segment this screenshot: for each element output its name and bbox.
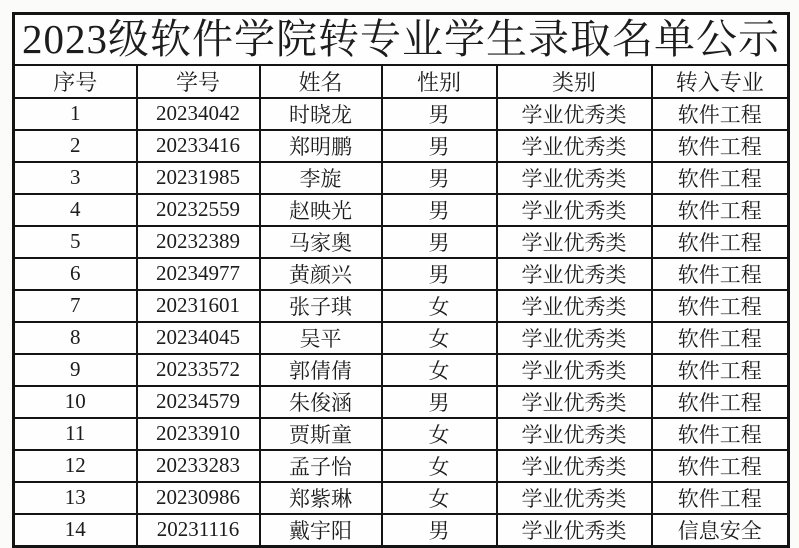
cell-major: 软件工程 bbox=[652, 162, 789, 194]
header-major: 转入专业 bbox=[652, 65, 789, 98]
cell-category: 学业优秀类 bbox=[497, 514, 652, 547]
table-row bbox=[14, 386, 789, 418]
header-category: 类别 bbox=[497, 65, 652, 98]
table-row bbox=[14, 130, 789, 162]
cell-gender: 女 bbox=[382, 418, 497, 450]
table-row bbox=[14, 226, 789, 258]
table-row bbox=[14, 98, 789, 130]
cell-gender: 女 bbox=[382, 290, 497, 322]
cell-gender: 女 bbox=[382, 354, 497, 386]
cell-student-id: 20233416 bbox=[137, 130, 260, 162]
cell-gender: 男 bbox=[382, 386, 497, 418]
cell-student-id: 20231985 bbox=[137, 162, 260, 194]
cell-major: 软件工程 bbox=[652, 290, 789, 322]
header-name: 姓名 bbox=[260, 65, 382, 98]
cell-gender: 男 bbox=[382, 98, 497, 130]
table-row bbox=[14, 450, 789, 482]
cell-name: 张子琪 bbox=[260, 290, 382, 322]
table-row bbox=[14, 482, 789, 514]
cell-name: 黄颜兴 bbox=[260, 258, 382, 290]
cell-student-id: 20231601 bbox=[137, 290, 260, 322]
cell-category: 学业优秀类 bbox=[497, 98, 652, 130]
cell-index: 7 bbox=[14, 290, 137, 322]
cell-category: 学业优秀类 bbox=[497, 354, 652, 386]
cell-gender: 女 bbox=[382, 450, 497, 482]
cell-category: 学业优秀类 bbox=[497, 226, 652, 258]
cell-index: 2 bbox=[14, 130, 137, 162]
table-row bbox=[14, 354, 789, 386]
cell-name: 戴宇阳 bbox=[260, 514, 382, 547]
cell-index: 9 bbox=[14, 354, 137, 386]
cell-name: 郑明鹏 bbox=[260, 130, 382, 162]
cell-category: 学业优秀类 bbox=[497, 258, 652, 290]
header-row bbox=[14, 65, 789, 98]
admission-table-body bbox=[14, 14, 789, 547]
table-row bbox=[14, 258, 789, 290]
cell-category: 学业优秀类 bbox=[497, 482, 652, 514]
cell-category: 学业优秀类 bbox=[497, 290, 652, 322]
cell-index: 3 bbox=[14, 162, 137, 194]
cell-name: 吴平 bbox=[260, 322, 382, 354]
cell-category: 学业优秀类 bbox=[497, 386, 652, 418]
cell-major: 信息安全 bbox=[652, 514, 789, 547]
cell-category: 学业优秀类 bbox=[497, 130, 652, 162]
cell-student-id: 20232389 bbox=[137, 226, 260, 258]
cell-index: 10 bbox=[14, 386, 137, 418]
cell-student-id: 20232559 bbox=[137, 194, 260, 226]
cell-major: 软件工程 bbox=[652, 258, 789, 290]
cell-index: 6 bbox=[14, 258, 137, 290]
cell-index: 12 bbox=[14, 450, 137, 482]
cell-major: 软件工程 bbox=[652, 226, 789, 258]
cell-major: 软件工程 bbox=[652, 130, 789, 162]
cell-gender: 男 bbox=[382, 226, 497, 258]
cell-category: 学业优秀类 bbox=[497, 322, 652, 354]
cell-index: 5 bbox=[14, 226, 137, 258]
cell-gender: 男 bbox=[382, 258, 497, 290]
cell-student-id: 20230986 bbox=[137, 482, 260, 514]
cell-student-id: 20234042 bbox=[137, 98, 260, 130]
table-row bbox=[14, 290, 789, 322]
admission-table bbox=[12, 12, 790, 548]
cell-name: 郑紫琳 bbox=[260, 482, 382, 514]
cell-major: 软件工程 bbox=[652, 482, 789, 514]
cell-name: 李旋 bbox=[260, 162, 382, 194]
cell-index: 8 bbox=[14, 322, 137, 354]
table-row bbox=[14, 322, 789, 354]
cell-major: 软件工程 bbox=[652, 386, 789, 418]
cell-gender: 女 bbox=[382, 322, 497, 354]
cell-name: 赵映光 bbox=[260, 194, 382, 226]
page-title: 2023级软件学院转专业学生录取名单公示 bbox=[14, 14, 789, 65]
cell-index: 1 bbox=[14, 98, 137, 130]
cell-name: 朱俊涵 bbox=[260, 386, 382, 418]
cell-category: 学业优秀类 bbox=[497, 450, 652, 482]
table-row bbox=[14, 418, 789, 450]
cell-index: 4 bbox=[14, 194, 137, 226]
cell-gender: 男 bbox=[382, 514, 497, 547]
cell-gender: 男 bbox=[382, 130, 497, 162]
cell-name: 贾斯童 bbox=[260, 418, 382, 450]
cell-category: 学业优秀类 bbox=[497, 418, 652, 450]
cell-major: 软件工程 bbox=[652, 194, 789, 226]
cell-student-id: 20234977 bbox=[137, 258, 260, 290]
cell-student-id: 20231116 bbox=[137, 514, 260, 547]
cell-major: 软件工程 bbox=[652, 322, 789, 354]
cell-gender: 男 bbox=[382, 194, 497, 226]
cell-name: 时晓龙 bbox=[260, 98, 382, 130]
cell-index: 11 bbox=[14, 418, 137, 450]
cell-major: 软件工程 bbox=[652, 354, 789, 386]
cell-student-id: 20233572 bbox=[137, 354, 260, 386]
title-row bbox=[14, 14, 789, 65]
header-student-id: 学号 bbox=[137, 65, 260, 98]
table-row bbox=[14, 194, 789, 226]
cell-student-id: 20234579 bbox=[137, 386, 260, 418]
cell-gender: 男 bbox=[382, 162, 497, 194]
header-gender: 性别 bbox=[382, 65, 497, 98]
cell-category: 学业优秀类 bbox=[497, 162, 652, 194]
cell-student-id: 20233283 bbox=[137, 450, 260, 482]
cell-name: 郭倩倩 bbox=[260, 354, 382, 386]
cell-name: 孟子怡 bbox=[260, 450, 382, 482]
cell-student-id: 20234045 bbox=[137, 322, 260, 354]
cell-index: 13 bbox=[14, 482, 137, 514]
cell-major: 软件工程 bbox=[652, 418, 789, 450]
table-row bbox=[14, 514, 789, 547]
cell-major: 软件工程 bbox=[652, 450, 789, 482]
cell-index: 14 bbox=[14, 514, 137, 547]
cell-category: 学业优秀类 bbox=[497, 194, 652, 226]
cell-student-id: 20233910 bbox=[137, 418, 260, 450]
header-index: 序号 bbox=[14, 65, 137, 98]
cell-gender: 女 bbox=[382, 482, 497, 514]
cell-name: 马家奥 bbox=[260, 226, 382, 258]
cell-major: 软件工程 bbox=[652, 98, 789, 130]
table-row bbox=[14, 162, 789, 194]
